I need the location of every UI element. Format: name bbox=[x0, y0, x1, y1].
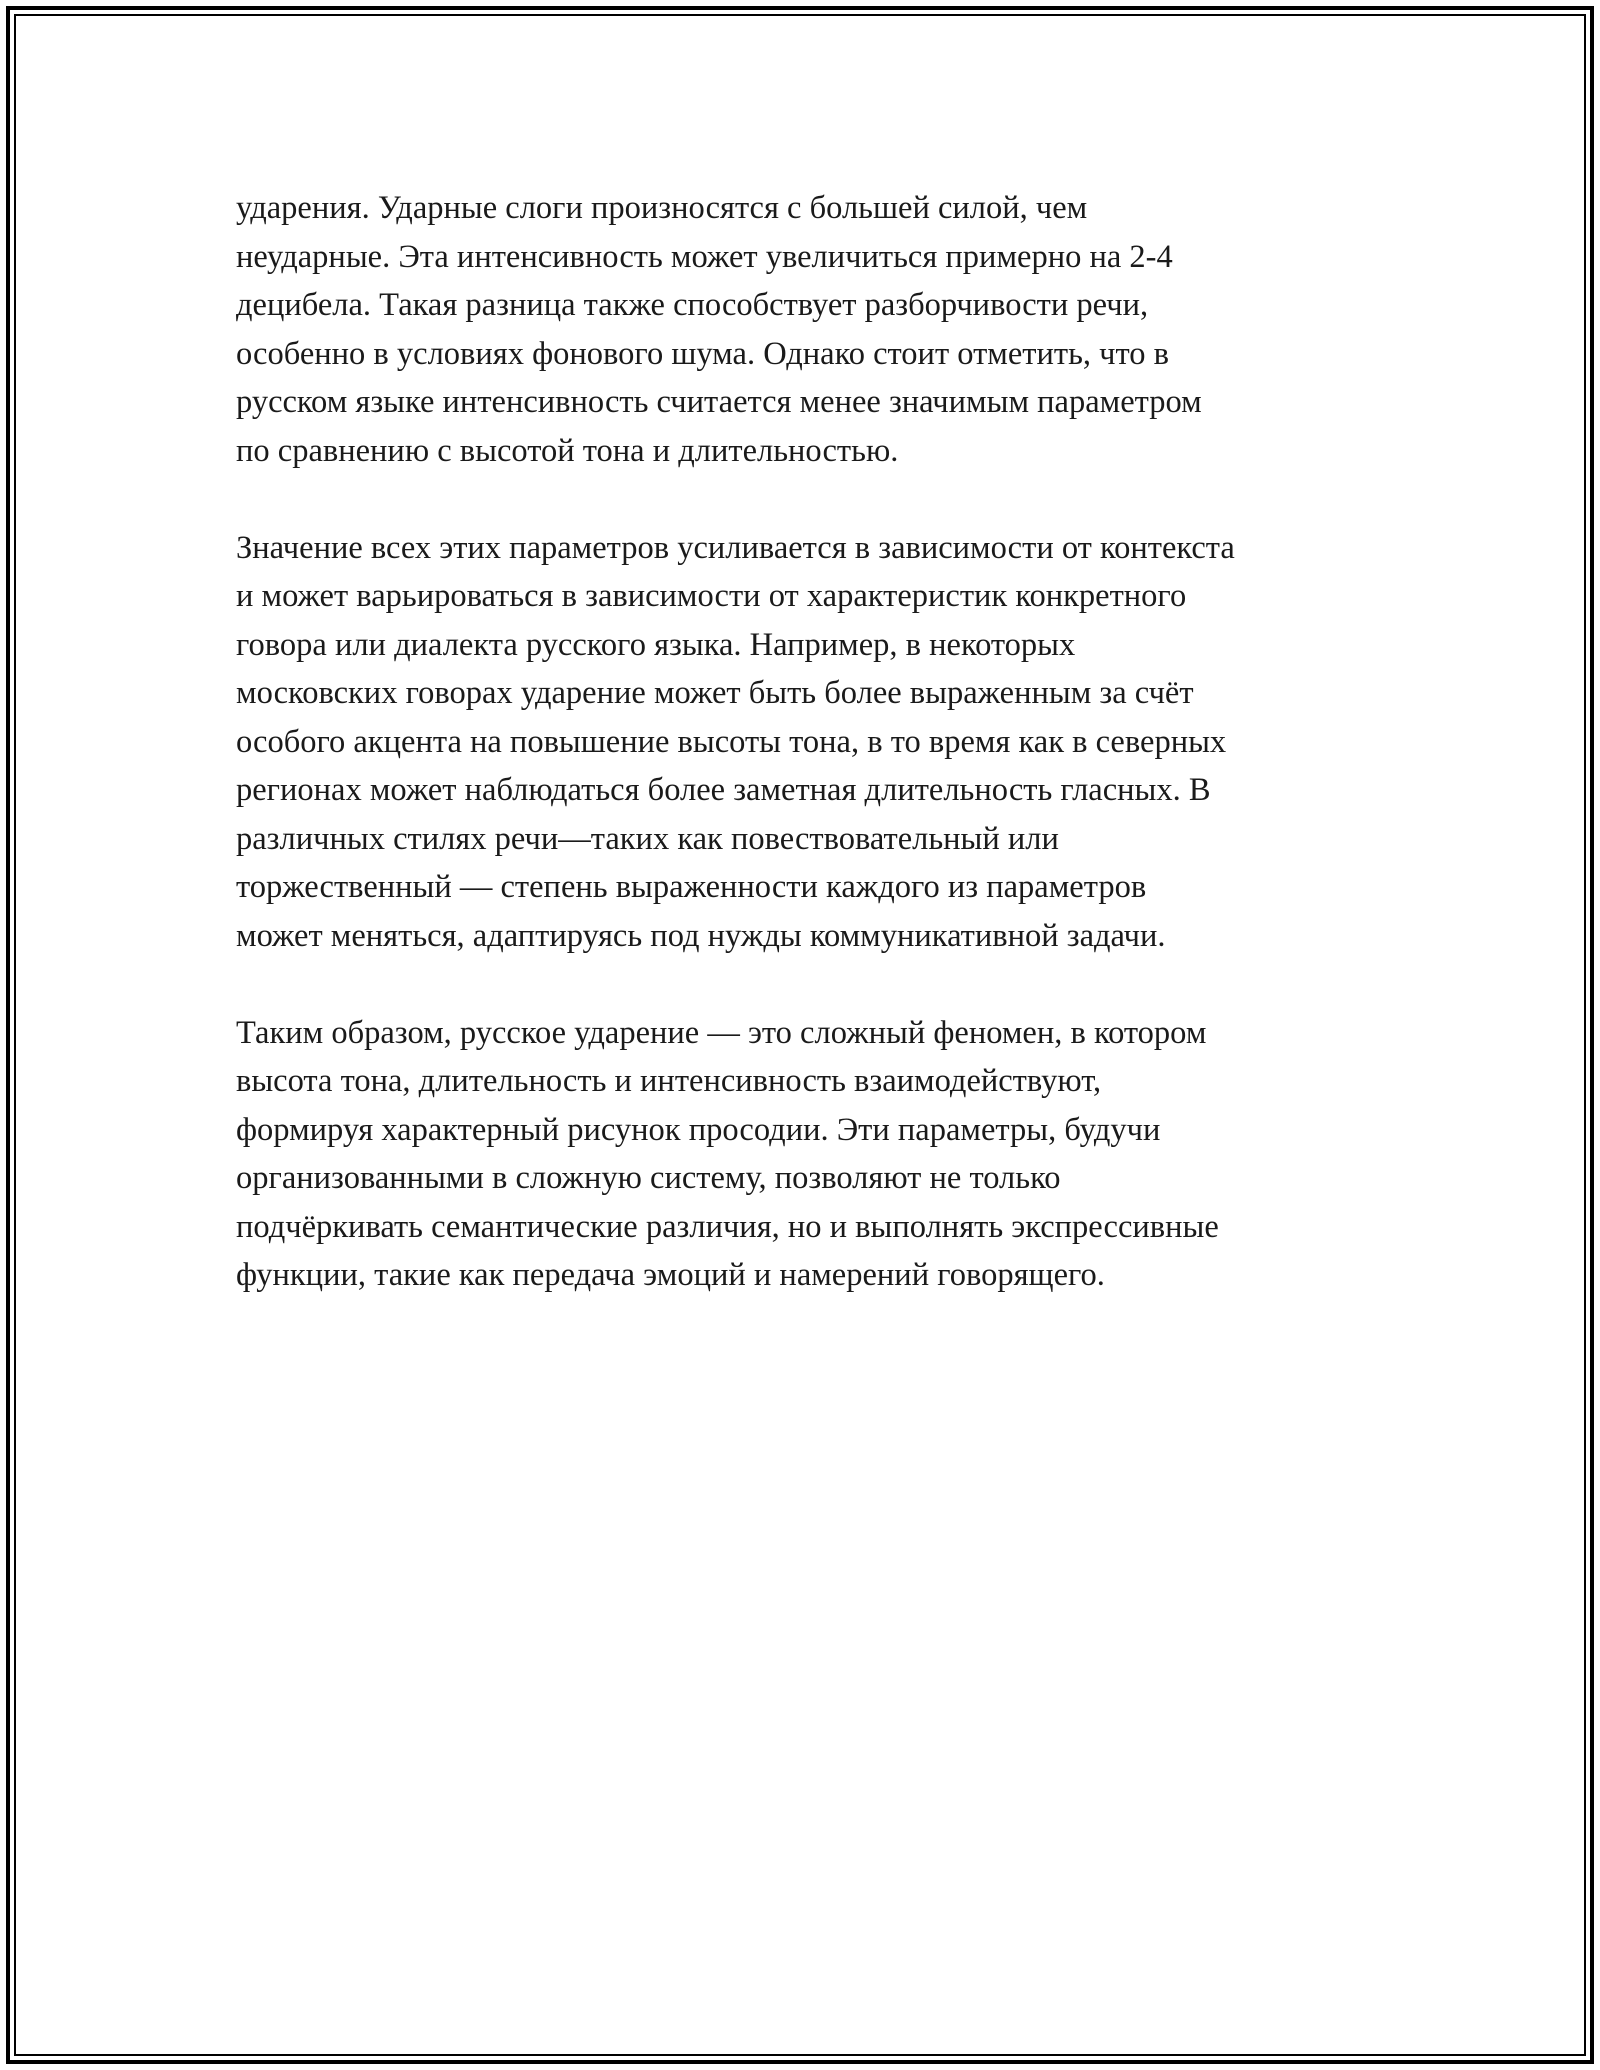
text-line: организованными в сложную систему, позволяют не только bbox=[236, 1160, 1061, 1196]
paragraph-3 bbox=[236, 1009, 1376, 1300]
text-line: особенно в условиях фонового шума. Однако стоит отметить, что в bbox=[236, 335, 1169, 372]
paragraph-2 bbox=[236, 524, 1376, 961]
text-line: неударные. Эта интенсивность может увеличиться примерно на 2-4 bbox=[236, 238, 1173, 275]
text-line: может меняться, адаптируясь под нужды коммуникативной задачи. bbox=[236, 917, 1166, 954]
text-line: особого акцента на повышение высоты тона, в то время как в северных bbox=[236, 723, 1227, 760]
text-line: говора или диалекта русского языка. Например, в некоторых bbox=[236, 626, 1076, 663]
text-line: функции, такие как передача эмоций и намерений говорящего. bbox=[236, 1257, 1105, 1293]
document-body bbox=[236, 184, 1376, 1348]
text-line: подчёркивать семантические различия, но и выполнять экспрессивные bbox=[236, 1208, 1219, 1245]
text-line: московских говорах ударение может быть более выраженным за счёт bbox=[236, 675, 1194, 711]
text-line: децибела. Такая разница также способствует разборчивости речи, bbox=[236, 287, 1149, 323]
text-line: регионах может наблюдаться более заметная длительность гласных. В bbox=[236, 772, 1211, 808]
text-line: Таким образом, русское ударение — это сложный феномен, в котором bbox=[236, 1014, 1207, 1051]
text-line: ударения. Ударные слоги произносятся с большей силой, чем bbox=[236, 190, 1088, 226]
text-line: формируя характерный рисунок просодии. Эти параметры, будучи bbox=[236, 1111, 1161, 1148]
text-line: различных стилях речи—таких как повествовательный или bbox=[236, 820, 1059, 857]
text-line: по сравнению с высотой тона и длительностью. bbox=[236, 432, 899, 469]
text-line: русском языке интенсивность считается менее значимым параметром bbox=[236, 384, 1202, 420]
text-line: высота тона, длительность и интенсивность взаимодействуют, bbox=[236, 1063, 1102, 1099]
text-line: и может варьироваться в зависимости от характеристик конкретного bbox=[236, 578, 1187, 614]
paragraph-1 bbox=[236, 184, 1376, 475]
text-line: торжественный — степень выраженности каждого из параметров bbox=[236, 869, 1147, 905]
text-line: Значение всех этих параметров усиливается в зависимости от контекста bbox=[236, 529, 1235, 566]
